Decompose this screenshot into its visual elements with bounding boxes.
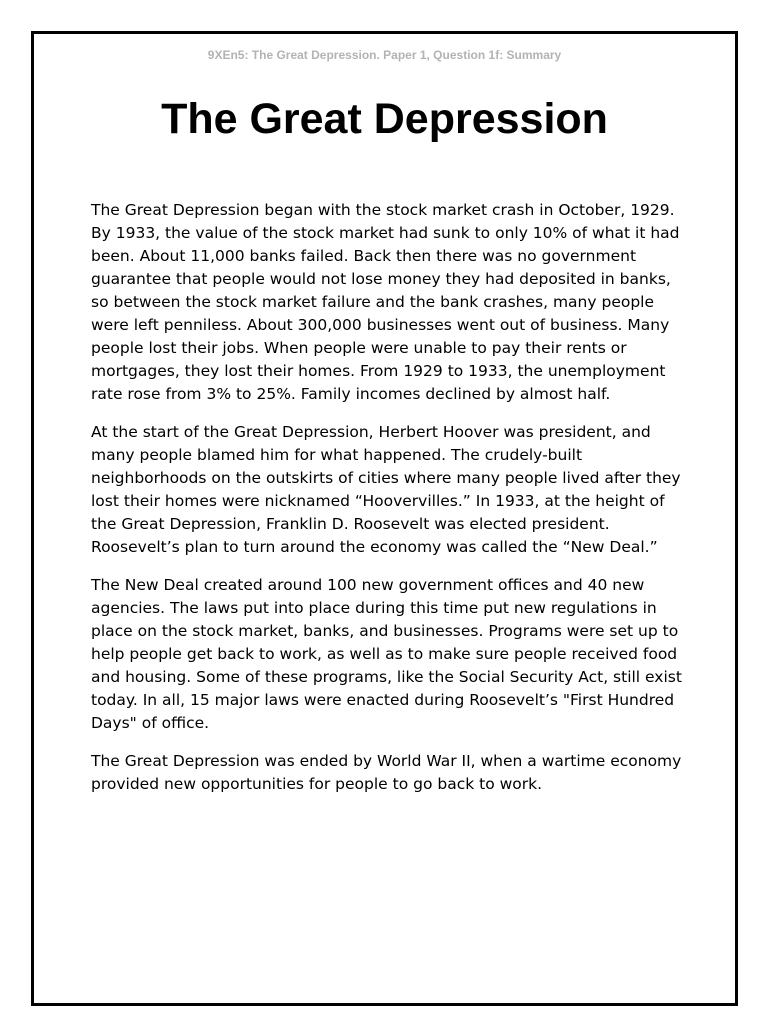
page-title: The Great Depression bbox=[161, 95, 608, 143]
paragraph: At the start of the Great Depression, Herbert Hoover was president, and many people blamed him for what happened. The crudely-built neighborhoods on the outskirts of cities where many people lived after they lost their homes were nicknamed “Hoovervilles.” In 1933, at the height of the Great Depression, Franklin D. Roosevelt was elected president. Roosevelt’s plan to turn around the economy was called the “New Deal.” bbox=[91, 423, 681, 556]
paragraph: The New Deal created around 100 new government offices and 40 new agencies. The laws put into place during this time put new regulations in place on the stock market, banks, and businesses. Programs were set up to help people get back to work, as well as to make sure people received food and housing. Some of these programs, like the Social Security Act, still exist today. In all, 15 major laws were enacted during Roosevelt’s "First Hundred Days" of office. bbox=[91, 576, 682, 732]
document-body bbox=[91, 199, 683, 811]
document-header: 9XEn5: The Great Depression. Paper 1, Question 1f: Summary bbox=[207, 48, 562, 62]
paragraph: The Great Depression was ended by World War II, when a wartime economy provided new opportunities for people to go back to work. bbox=[91, 752, 682, 793]
paragraph: The Great Depression began with the stock market crash in October, 1929. By 1933, the value of the stock market had sunk to only 10% of what it had been. About 11,000 banks failed. Back then there was no government guarantee that people would not lose money they had deposited in banks, so between the stock market failure and the bank crashes, many people were left penniless. About 300,000 businesses went out of business. Many people lost their jobs. When people were unable to pay their rents or mortgages, they lost their homes. From 1929 to 1933, the unemployment rate rose from 3% to 25%. Family incomes declined by almost half. bbox=[91, 201, 680, 403]
document-page bbox=[31, 31, 738, 1006]
